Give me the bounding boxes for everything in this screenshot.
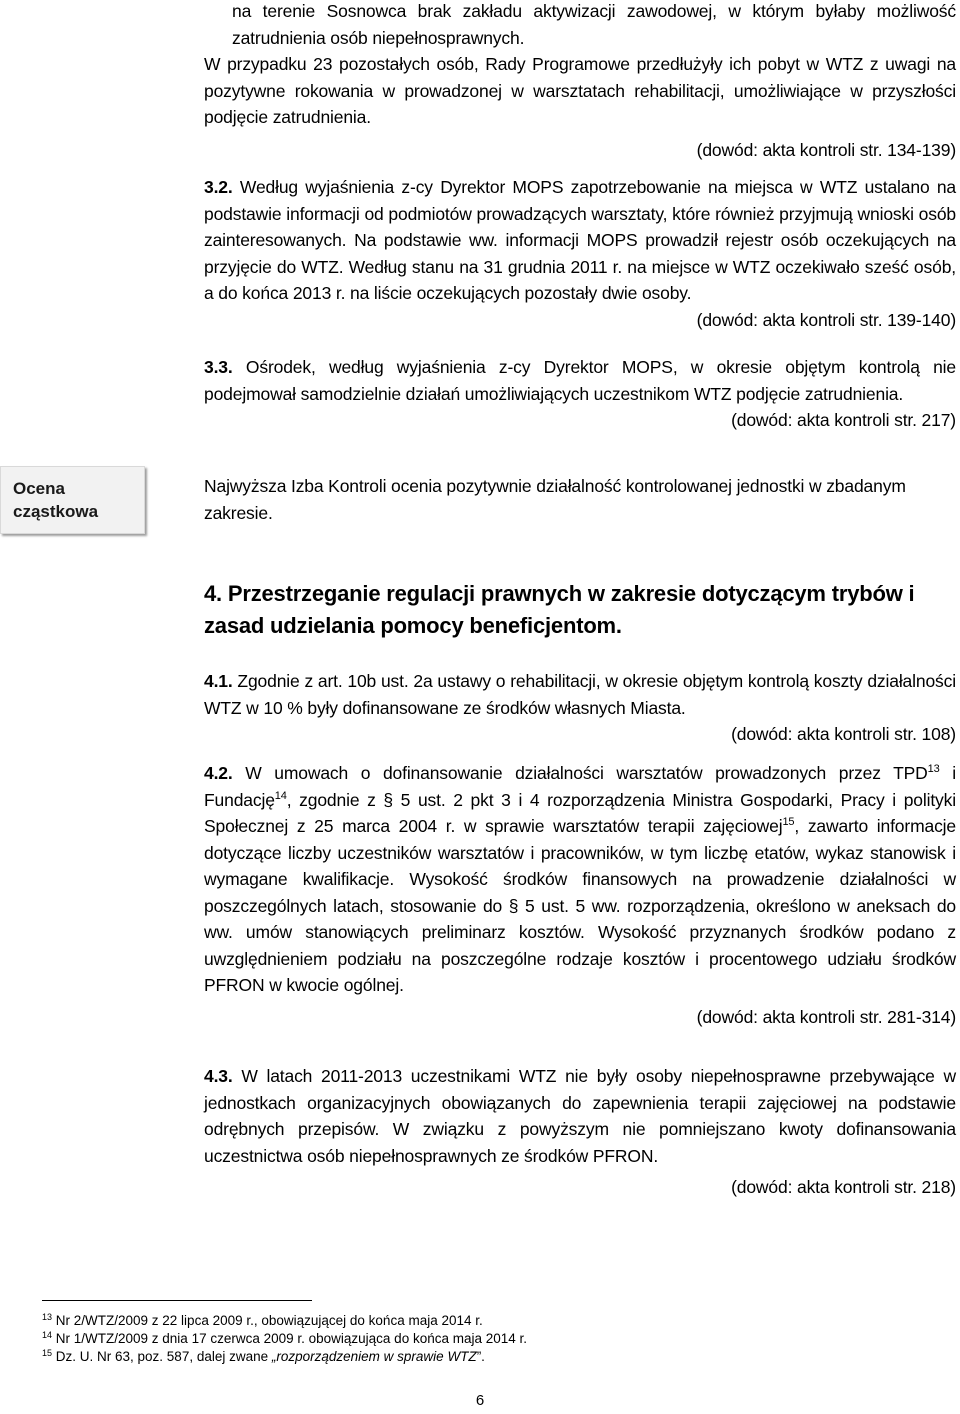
footnote-italic-text: „rozporządzeniem w sprawie WTZ <box>271 1349 477 1364</box>
paragraph-text: W latach 2011-2013 uczestnikami WTZ nie były osoby niepełnosprawne przebywające w jednostkach organizacyjnych obowiązanych do zapewnienia terapii zajęciowej na podstawie odrębnych przepisów. W związku z powyższym nie pomniejszano kwoty dofinansowania uczestnictwa osób niepełnosprawnych ze środków PFRON. <box>204 1066 956 1166</box>
partial-assessment-label <box>0 466 145 534</box>
evidence-reference: (dowód: akta kontroli str. 217) <box>731 410 956 430</box>
paragraph-text: W umowach o dofinansowanie działalności warsztatów prowadzonych przez TPD <box>232 763 928 783</box>
section-number: 3.3. <box>204 357 233 377</box>
section-heading <box>204 578 956 642</box>
paragraph <box>204 760 956 999</box>
footnote-ref[interactable]: 13 <box>927 763 940 775</box>
section-3-3 <box>204 354 956 434</box>
evidence-reference: (dowód: akta kontroli str. 108) <box>731 724 956 744</box>
section-4-3 <box>204 1063 956 1201</box>
footnote-text: Nr 1/WTZ/2009 z dnia 17 czerwca 2009 r. obowiązująca do końca maja 2014 r. <box>52 1331 528 1346</box>
footnote <box>42 1312 742 1330</box>
section-number: 4.2. <box>204 763 233 783</box>
paragraph <box>204 668 956 721</box>
section-4-2 <box>204 760 956 1030</box>
footnote-ref[interactable]: 15 <box>782 816 795 828</box>
footnotes <box>42 1312 742 1366</box>
evidence-reference: (dowód: akta kontroli str. 139-140) <box>696 309 956 330</box>
paragraph-text: , zgodnie z § 5 ust. 2 pkt 3 i 4 rozporządzenia Ministra Gospodarki, Pracy i polityki Społecznej z 25 marca 2004 r. w sprawie warsztatów terapii zajęciowej <box>204 789 956 836</box>
footnote-text: ”. <box>476 1349 485 1364</box>
paragraph-text: Zgodnie z art. 10b ust. 2a ustawy o rehabilitacji, w okresie objętym kontrolą koszty działalności WTZ w 10 % były dofinansowane ze środków własnych Miasta. <box>204 671 956 718</box>
paragraph <box>204 354 956 407</box>
section-number: 4.1. <box>204 671 233 691</box>
footnote <box>42 1348 742 1366</box>
label-line: cząstkowa <box>13 502 99 521</box>
assessment-text: Najwyższa Izba Kontroli ocenia pozytywnie działalność kontrolowanej jednostki w zbadanym zakresie. <box>204 476 906 523</box>
paragraph <box>204 1063 956 1169</box>
section-3-2 <box>204 174 956 333</box>
page-number: 6 <box>475 1392 485 1409</box>
label-line: Ocena <box>13 479 65 498</box>
section-4-1 <box>204 668 956 748</box>
evidence-reference: (dowód: akta kontroli str. 281-314) <box>696 1006 956 1027</box>
heading-text: Przestrzeganie regulacji prawnych w zakresie dotyczącym trybów i zasad udzielania pomocy beneficjentom. <box>204 581 915 638</box>
partial-assessment <box>204 473 956 526</box>
footnote-number: 14 <box>42 1330 53 1340</box>
footnote-ref[interactable]: 14 <box>274 789 287 802</box>
section-4 <box>204 578 956 642</box>
footnote-text: Nr 2/WTZ/2009 z 22 lipca 2009 r., obowiązującej do końca maja 2014 r. <box>52 1313 483 1328</box>
footnote-number: 15 <box>42 1348 53 1358</box>
paragraph-text: , zawarto informacje dotyczące liczby uczestników warsztatów i pracowników, w tym liczbę etatów, wykaz stanowisk i wymagane kwalifikacje. Wysokość środków finansowych na prowadzenie działalności w poszczególnych latach, stosowanie do § 5 ust. 5 ww. rozporządzenia, określono w aneksach do ww. umów stanowiących preliminarz kosztów. Wysokość przyznanych środków podano z uwzględnieniem podziału na poszczególne rodzaje kosztów i procentowego udziału środków PFRON w kwocie ogólnej. <box>204 816 956 995</box>
footnote-separator <box>42 1300 312 1301</box>
section-number: 3.2. <box>204 177 233 197</box>
paragraph: W przypadku 23 pozostałych osób, Rady Programowe przedłużyły ich pobyt w WTZ z uwagi na pozytywne rokowania w prowadzonej w warsztatach rehabilitacji, umożliwiające w przyszłości podjęcie zatrudnienia. <box>204 54 956 127</box>
section-number: 4.3. <box>204 1066 233 1086</box>
top-section <box>204 0 956 163</box>
footnote-number: 13 <box>42 1312 53 1322</box>
evidence-reference: (dowód: akta kontroli str. 218) <box>731 1177 956 1197</box>
evidence-reference: (dowód: akta kontroli str. 134-139) <box>696 139 956 160</box>
paragraph-text: Ośrodek, według wyjaśnienia z-cy Dyrektor MOPS, w okresie objętym kontrolą nie podejmował samodzielnie działań umożliwiających uczestnikom WTZ podjęcie zatrudnienia. <box>204 357 956 404</box>
list-continuation: na terenie Sosnowca brak zakładu aktywizacji zawodowej, w którym byłaby możliwość zatrudnienia osób niepełnosprawnych. <box>232 1 956 48</box>
footnote <box>42 1330 742 1348</box>
paragraph-text: i Fundację <box>204 763 956 810</box>
footnote-text: Dz. U. Nr 63, poz. 587, dalej zwane <box>52 1349 272 1364</box>
paragraph-text: Według wyjaśnienia z-cy Dyrektor MOPS zapotrzebowanie na miejsca w WTZ ustalano na podstawie informacji od podmiotów prowadzących warsztaty, które również przyjmują wnioski osób zainteresowanych. Na podstawie ww. informacji MOPS prowadził rejestr osób oczekujących na przyjęcie do WTZ. Według stanu na 31 grudnia 2011 r. na miejsce w WTZ oczekiwało sześć osób, a do końca 2013 r. na liście oczekujących pozostały dwie osoby. <box>204 177 956 303</box>
heading-number: 4. <box>204 581 222 606</box>
paragraph <box>204 174 956 307</box>
